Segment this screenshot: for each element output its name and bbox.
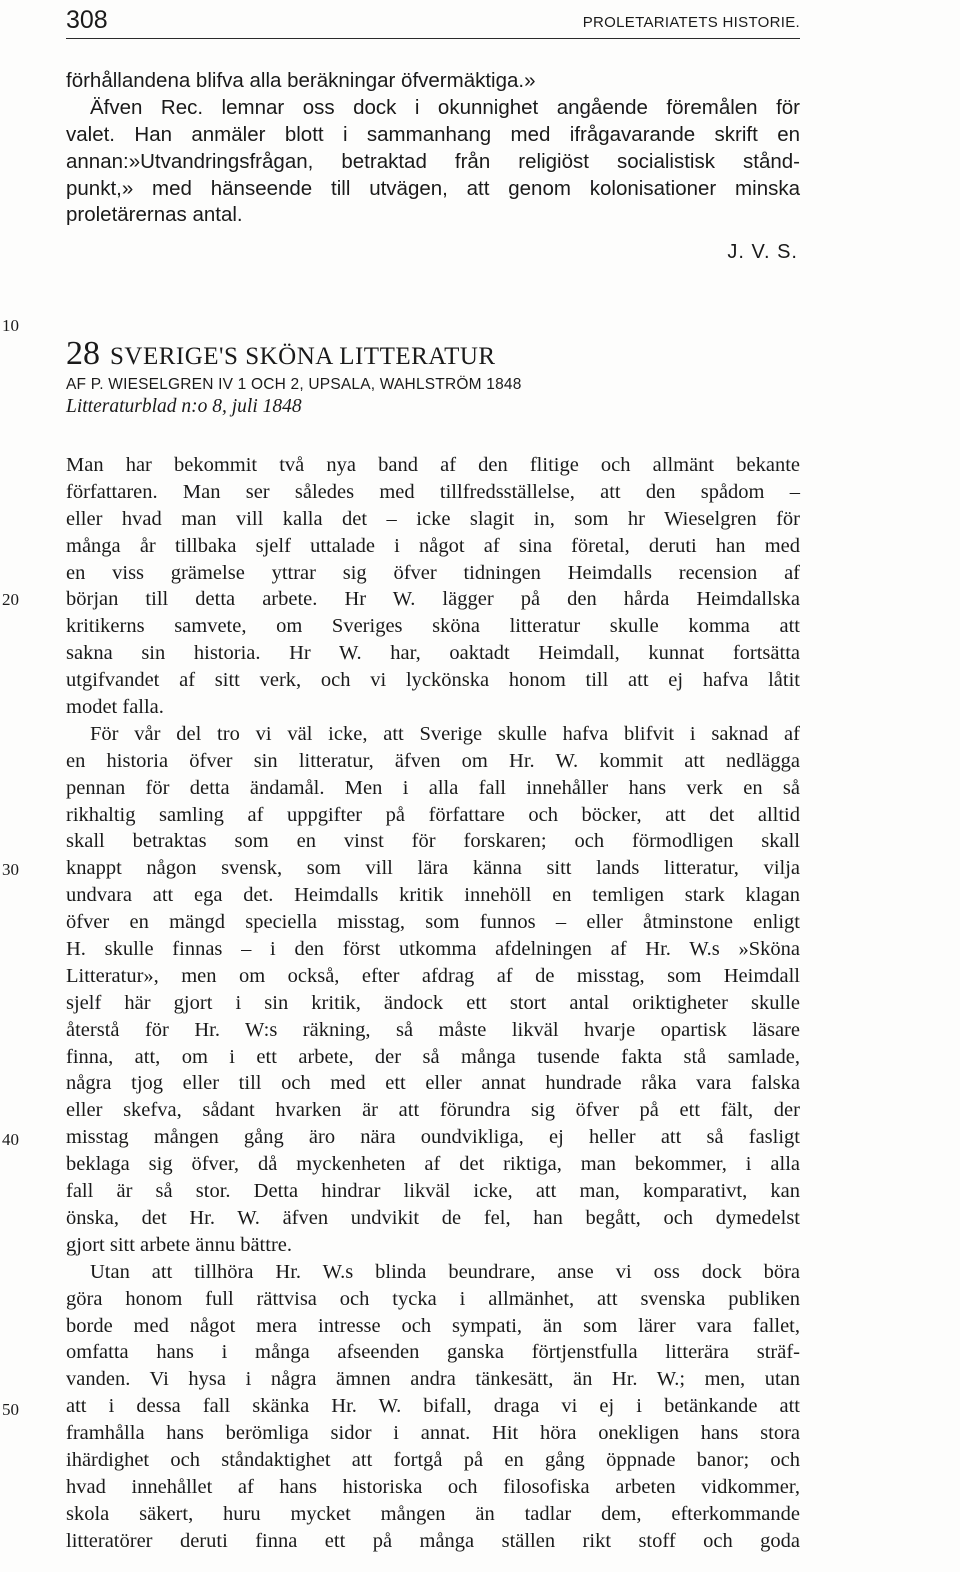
- text-line: att i dessa fall skänka Hr. W. bifall, draga vi ej i betänkande att: [66, 1395, 800, 1418]
- text-line: utgifvandet af sitt verk, och vi lyckönska honom till att ej hafva låtit: [66, 669, 800, 692]
- line-number: 50: [2, 1400, 19, 1419]
- text-line: sjelf här gjort i sin kritik, ändock ett stort antal oriktigheter skulle: [66, 991, 800, 1014]
- page-header: [66, 4, 800, 39]
- text-line: författaren. Man ser således med tillfredsställelse, att den spådom –: [66, 480, 800, 503]
- article-body: [66, 452, 800, 1555]
- text-line: punkt,» med hänseende till utvägen, att genom kolonisationer minska: [66, 176, 800, 200]
- article-title: SVERIGE'S SKÖNA LITTERATUR: [110, 343, 496, 370]
- running-title: PROLETARIATETS HISTORIE.: [582, 14, 800, 31]
- line-number: 30: [2, 860, 19, 879]
- text-line: en viss grämelse yttrar sig öfver tidningen Heimdalls recension af: [66, 561, 800, 584]
- text-line: göra honom full rättvisa och tycka i allmänhet, att svenska publiken: [66, 1287, 800, 1310]
- text-line: finna, att, om i ett arbete, der så många tusende fakta stå samlade,: [66, 1045, 800, 1068]
- text-line: Man har bekommit två nya band af den flitige och allmänt bekante: [66, 454, 800, 476]
- article-number: 28: [66, 335, 100, 372]
- text-line: början till detta arbete. Hr W. lägger på den hårda Heimdallska: [66, 588, 800, 611]
- text-line: återstå för Hr. W:s räkning, så måste likväl hvarje opartisk läsare: [66, 1018, 800, 1041]
- publication-reference: Litteraturblad n:o 8, juli 1848: [66, 396, 302, 417]
- text-line: eller hvad man vill kalla det – icke slagit in, som hr Wieselgren för: [66, 507, 800, 530]
- line-number: 10: [2, 316, 19, 335]
- page-number: 308: [66, 6, 108, 34]
- text-line: kritikerns samvete, om Sveriges sköna litteratur skulle komma att: [66, 615, 800, 638]
- article-heading: [66, 334, 800, 418]
- text-line: litteratörer deruti finna ett på många ställen rikt stoff och goda: [66, 1529, 800, 1552]
- text-line: gjort sitt arbete ännu bättre.: [66, 1233, 292, 1256]
- text-line: en historia öfver sin litteratur, äfven om Hr. W. kommit att nedlägga: [66, 749, 800, 772]
- text-line: För vår del tro vi väl icke, att Sverige skulle hafva blifvit i saknad af: [90, 722, 800, 745]
- text-line: många år tillbaka sjelf uttalade i något af sina företal, deruti han med: [66, 534, 800, 557]
- text-line: borde med något mera intresse och sympati, än som lärer vara fallet,: [66, 1314, 800, 1337]
- text-line: förhållandena blifva alla beräkningar öfvermäktiga.»: [66, 69, 536, 92]
- text-line: knappt någon svensk, som vill lära känna sitt lands litteratur, vilja: [66, 857, 800, 880]
- text-line: omfatta hans i många afseenden ganska förtjenstfulla litterära sträf-: [66, 1341, 800, 1364]
- continued-text: [66, 68, 800, 229]
- text-line: skola säkert, huru mycket mången än tadlar dem, efterkommande: [66, 1502, 800, 1525]
- text-line: vanden. Vi hysa i några ämnen andra tänkesätt, än Hr. W.; men, utan: [66, 1368, 800, 1391]
- text-line: eller skefva, sådant hvarken är att förundra sig öfver på ett fält, der: [66, 1099, 800, 1122]
- article-source: AF P. WIESELGREN IV 1 OCH 2, UPSALA, WAHLSTRÖM 1848: [66, 376, 522, 393]
- text-line: önska, det Hr. W. äfven undvikit de fel, han begått, och dymedelst: [66, 1206, 800, 1229]
- text-line: sakna sin historia. Hr W. har, oaktadt Heimdall, kunnat fortsätta: [66, 642, 800, 665]
- text-line: rikhaltig samling af uppgifter på författare och böcker, att det alltid: [66, 803, 800, 826]
- text-line: Äfven Rec. lemnar oss dock i okunnighet angående föremålen för: [90, 95, 800, 119]
- text-line: öfver en mängd speciella misstag, som funnos – eller åtminstone enligt: [66, 911, 800, 934]
- text-line: Utan att tillhöra Hr. W.s blinda beundrare, anse vi oss dock böra: [90, 1260, 800, 1283]
- text-line: undvara att ega det. Heimdalls kritik innehöll en temligen stark klagan: [66, 884, 800, 907]
- text-line: valet. Han anmäler blott i sammanhang med ifrågavarande skrift en: [66, 122, 800, 146]
- text-line: ihärdighet och ståndaktighet att fortgå på en gång öppnade banor; och: [66, 1448, 800, 1471]
- text-line: modet falla.: [66, 696, 164, 719]
- text-line: misstag mången gång äro nära oundvikliga, ej heller att så fasligt: [66, 1126, 800, 1149]
- text-line: hvad innehållet af hans historiska och filosofiska arbeten vidkommer,: [66, 1475, 800, 1498]
- author-signature: J. V. S.: [727, 241, 798, 263]
- text-line: fall är så stor. Detta hindrar likväl icke, att man, komparativt, kan: [66, 1180, 800, 1203]
- text-line: framhålla hans berömliga sidor i annat. Hit höra onekligen hans stora: [66, 1422, 800, 1445]
- text-line: Litteratur», men om också, efter afdrag af de misstag, som Heimdall: [66, 964, 800, 987]
- text-line: några tjog eller till och med ett eller annat hundrade råka vara falska: [66, 1072, 800, 1095]
- line-number: 20: [2, 590, 19, 609]
- text-line: H. skulle finnas – i den först utkomma afdelningen af Hr. W.s »Sköna: [66, 938, 800, 961]
- text-line: proletärernas antal.: [66, 203, 243, 227]
- line-number: 40: [2, 1130, 19, 1149]
- text-line: skall betraktas som en vinst för forskaren; och förmodligen skall: [66, 830, 800, 853]
- text-line: pennan för detta ändamål. Men i alla fall innehåller hans verk en så: [66, 776, 800, 799]
- text-line: beklaga sig öfver, då myckenheten af det riktiga, man bekommer, i alla: [66, 1153, 800, 1176]
- text-line: annan:»Utvandringsfrågan, betraktad från religiöst socialistisk stånd-: [66, 149, 800, 173]
